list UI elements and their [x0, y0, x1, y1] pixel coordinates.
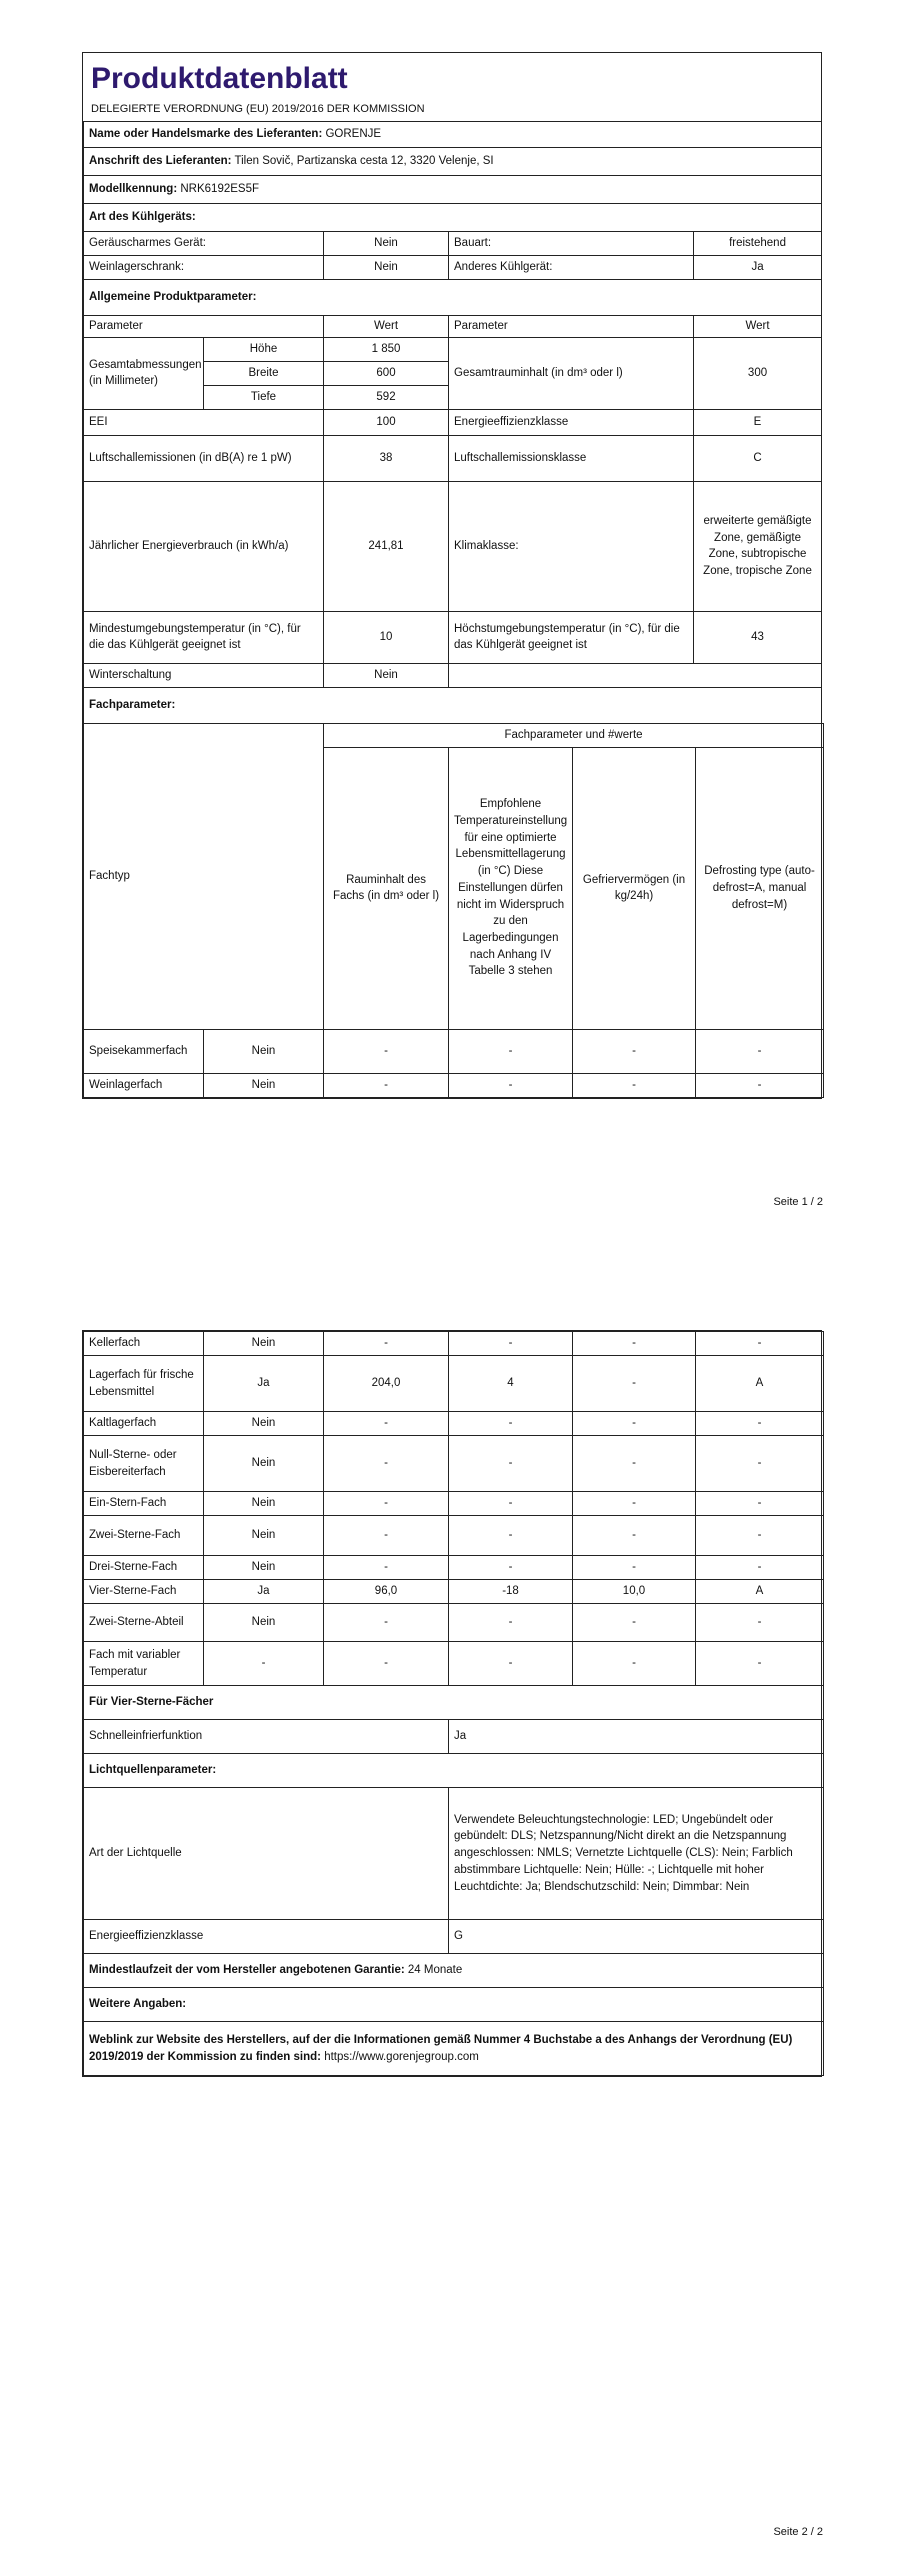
compartment-volume: - — [324, 1516, 449, 1556]
value-header: Wert — [324, 316, 449, 338]
compartment-temp: - — [449, 1332, 573, 1356]
compartment-temp: - — [449, 1516, 573, 1556]
compartment-defrost: - — [696, 1332, 824, 1356]
general-table — [83, 121, 822, 724]
light-type-label: Art der Lichtquelle — [84, 1788, 449, 1920]
compartment-freeze: - — [573, 1029, 696, 1073]
compartment-temp: 4 — [449, 1356, 573, 1412]
page-title: Produktdatenblatt — [91, 62, 348, 95]
dimensions-label: Gesamtabmessungen (in Millimeter) — [84, 337, 204, 409]
compartment-name: Fach mit variabler Temperatur — [84, 1642, 204, 1686]
compartment-present: Nein — [204, 1332, 324, 1356]
max-temp-value: 43 — [694, 611, 822, 663]
compartment-present: Ja — [204, 1356, 324, 1412]
compartment-volume: - — [324, 1332, 449, 1356]
datasheet-frame-2 — [82, 1330, 822, 2077]
wine-value: Nein — [324, 256, 449, 280]
page-2 — [0, 1330, 905, 2560]
compartment-defrost: - — [696, 1642, 824, 1686]
compartment-freeze: - — [573, 1436, 696, 1492]
compartment-name: Kaltlagerfach — [84, 1412, 204, 1436]
depth-label: Tiefe — [204, 385, 324, 409]
noise-class-label: Luftschallemissionsklasse — [449, 435, 694, 481]
compartment-params-heading: Fachparameter: — [84, 687, 822, 723]
compartment-row — [84, 1492, 824, 1516]
compartment-present: Nein — [204, 1556, 324, 1580]
min-temp-label: Mindestumgebungstemperatur (in °C), für die das Kühlgerät geeignet ist — [84, 611, 324, 663]
page-1 — [0, 0, 905, 1250]
compartment-defrost: A — [696, 1356, 824, 1412]
compartment-row — [84, 1604, 824, 1642]
compartment-name: Drei-Sterne-Fach — [84, 1556, 204, 1580]
light-class-value: G — [449, 1920, 824, 1954]
annual-energy-value: 241,81 — [324, 481, 449, 611]
noise-class-value: C — [694, 435, 822, 481]
weblink-row: Weblink zur Website des Herstellers, auf der die Informationen gemäß Nummer 4 Buchstabe a des Anhangs der Verordnung (EU) 2019/2019 der Kommission zu finden sind: https://www.gorenjegroup.com — [84, 2022, 824, 2076]
annual-energy-label: Jährlicher Energieverbrauch (in kWh/a) — [84, 481, 324, 611]
compartment-defrost: - — [696, 1604, 824, 1642]
compartment-volume: - — [324, 1604, 449, 1642]
compartment-name: Ein-Stern-Fach — [84, 1492, 204, 1516]
energy-class-value: E — [694, 409, 822, 435]
compartment-volume: - — [324, 1556, 449, 1580]
compartment-temp: - — [449, 1412, 573, 1436]
further-info-heading: Weitere Angaben: — [84, 1988, 824, 2022]
compartment-temp: -18 — [449, 1580, 573, 1604]
compartment-table-2 — [83, 1331, 824, 1686]
min-temp-value: 10 — [324, 611, 449, 663]
light-type-value: Verwendete Beleuchtungstechnologie: LED; Ungebündelt oder gebündelt: DLS; Netzspannung/Nicht direkt an die Netzspannung angeschlossen: NMLS; Vernetzte Lichtquelle (CLS): Nein; Farblich abstimmbare Lichtquelle: Nein; Hülle: -; Lichtquelle mit hoher Leuchtdichte: Ja; Blendschutzschild: Nein; Dimmbar: Nein — [449, 1788, 824, 1920]
compartment-present: Nein — [204, 1412, 324, 1436]
max-temp-label: Höchstumgebungstemperatur (in °C), für die das Kühlgerät geeignet ist — [449, 611, 694, 663]
compartment-name: Null-Sterne- oder Eisbereiterfach — [84, 1436, 204, 1492]
compartment-name: Speisekammerfach — [84, 1029, 204, 1073]
light-params-heading: Lichtquellenparameter: — [84, 1754, 824, 1788]
noise-value: 38 — [324, 435, 449, 481]
height-value: 1 850 — [324, 337, 449, 361]
compartment-present: Nein — [204, 1492, 324, 1516]
compartment-volume: - — [324, 1412, 449, 1436]
low-noise-value: Nein — [324, 232, 449, 256]
height-label: Höhe — [204, 337, 324, 361]
eei-label: EEI — [84, 409, 324, 435]
fast-freeze-value: Ja — [449, 1720, 824, 1754]
other-label: Anderes Kühlgerät: — [449, 256, 694, 280]
compartment-defrost: - — [696, 1412, 824, 1436]
warranty-row: Mindestlaufzeit der vom Hersteller angebotenen Garantie: 24 Monate — [84, 1954, 824, 1988]
weblink[interactable]: https://www.gorenjegroup.com — [324, 2050, 479, 2063]
supplier-address-row: Anschrift des Lieferanten: Tilen Sovič, Partizanska cesta 12, 3320 Velenje, SI — [84, 148, 822, 176]
compartment-freeze: - — [573, 1412, 696, 1436]
compartment-defrost: - — [696, 1492, 824, 1516]
low-noise-label: Geräuscharmes Gerät: — [84, 232, 324, 256]
value-header-2: Wert — [694, 316, 822, 338]
design-label: Bauart: — [449, 232, 694, 256]
compartment-row — [84, 1029, 824, 1073]
model-row: Modellkennung: NRK6192ES5F — [84, 176, 822, 204]
compartment-row — [84, 1436, 824, 1492]
compartment-row — [84, 1516, 824, 1556]
compartment-temp: - — [449, 1436, 573, 1492]
design-value: freistehend — [694, 232, 822, 256]
depth-value: 592 — [324, 385, 449, 409]
additional-table — [83, 1685, 824, 2076]
compartment-volume: 204,0 — [324, 1356, 449, 1412]
volume-value: 300 — [694, 337, 822, 409]
compartment-defrost: - — [696, 1436, 824, 1492]
compartment-freeze: - — [573, 1492, 696, 1516]
compartment-name: Vier-Sterne-Fach — [84, 1580, 204, 1604]
compartment-freeze: - — [573, 1332, 696, 1356]
climate-value: erweiterte gemäßigte Zone, gemäßigte Zone, subtropische Zone, tropische Zone — [694, 481, 822, 611]
compartment-name: Zwei-Sterne-Abteil — [84, 1604, 204, 1642]
compartment-freeze: - — [573, 1604, 696, 1642]
appliance-type-heading: Art des Kühlgeräts: — [84, 204, 822, 232]
regulation-subtitle: DELEGIERTE VERORDNUNG (EU) 2019/2016 DER KOMMISSION — [91, 103, 425, 115]
page-number-2: Seite 2 / 2 — [773, 2526, 823, 2538]
compartment-name: Lagerfach für frische Lebensmittel — [84, 1356, 204, 1412]
compartment-values-label: Fachparameter und #werte — [324, 723, 824, 747]
col-volume-header: Rauminhalt des Fachs (in dm³ oder l) — [324, 747, 449, 1029]
param-header: Parameter — [84, 316, 324, 338]
winter-empty — [449, 663, 822, 687]
compartment-volume: 96,0 — [324, 1580, 449, 1604]
compartment-temp: - — [449, 1604, 573, 1642]
noise-label: Luftschallemissionen (in dB(A) re 1 pW) — [84, 435, 324, 481]
compartment-name: Kellerfach — [84, 1332, 204, 1356]
compartment-freeze: - — [573, 1556, 696, 1580]
compartment-volume: - — [324, 1436, 449, 1492]
compartment-present: Nein — [204, 1073, 324, 1097]
compartment-name: Zwei-Sterne-Fach — [84, 1516, 204, 1556]
compartment-present: Nein — [204, 1604, 324, 1642]
fast-freeze-label: Schnelleinfrierfunktion — [84, 1720, 449, 1754]
compartment-row — [84, 1073, 824, 1097]
compartment-volume: - — [324, 1492, 449, 1516]
winter-value: Nein — [324, 663, 449, 687]
compartment-present: - — [204, 1642, 324, 1686]
compartment-freeze: 10,0 — [573, 1580, 696, 1604]
volume-label: Gesamtrauminhalt (in dm³ oder l) — [449, 337, 694, 409]
compartment-defrost: - — [696, 1516, 824, 1556]
compartment-row — [84, 1580, 824, 1604]
four-star-heading: Für Vier-Sterne-Fächer — [84, 1686, 824, 1720]
compartment-present: Nein — [204, 1436, 324, 1492]
other-value: Ja — [694, 256, 822, 280]
col-freeze-header: Gefriervermögen (in kg/24h) — [573, 747, 696, 1029]
compartment-row — [84, 1412, 824, 1436]
compartment-volume: - — [324, 1029, 449, 1073]
general-params-heading: Allgemeine Produktparameter: — [84, 280, 822, 316]
col-temp-header: Empfohlene Temperatureinstellung für eine optimierte Lebensmittellagerung (in °C) Diese Einstellungen dürfen nicht im Widerspruch zu den Lagerbedingungen nach Anhang IV Tabelle 3 stehen — [449, 747, 573, 1029]
compartment-temp: - — [449, 1492, 573, 1516]
col-defrost-header: Defrosting type (auto-defrost=A, manual defrost=M) — [696, 747, 824, 1029]
datasheet-frame-1 — [82, 52, 822, 1099]
compartment-table-1 — [83, 723, 824, 1098]
light-class-label: Energieeffizienzklasse — [84, 1920, 449, 1954]
compartment-temp: - — [449, 1073, 573, 1097]
compartment-defrost: A — [696, 1580, 824, 1604]
compartment-defrost: - — [696, 1556, 824, 1580]
compartment-type-label: Fachtyp — [84, 723, 324, 1029]
energy-class-label: Energieeffizienzklasse — [449, 409, 694, 435]
compartment-row — [84, 1642, 824, 1686]
compartment-row — [84, 1332, 824, 1356]
compartment-present: Nein — [204, 1029, 324, 1073]
compartment-present: Nein — [204, 1516, 324, 1556]
compartment-freeze: - — [573, 1642, 696, 1686]
wine-label: Weinlagerschrank: — [84, 256, 324, 280]
compartment-temp: - — [449, 1556, 573, 1580]
compartment-defrost: - — [696, 1029, 824, 1073]
compartment-name: Weinlagerfach — [84, 1073, 204, 1097]
winter-label: Winterschaltung — [84, 663, 324, 687]
compartment-freeze: - — [573, 1073, 696, 1097]
width-value: 600 — [324, 361, 449, 385]
compartment-temp: - — [449, 1029, 573, 1073]
compartment-row — [84, 1556, 824, 1580]
param-header-2: Parameter — [449, 316, 694, 338]
compartment-present: Ja — [204, 1580, 324, 1604]
compartment-defrost: - — [696, 1073, 824, 1097]
supplier-name-row: Name oder Handelsmarke des Lieferanten: GORENJE — [84, 122, 822, 148]
page-number: Seite 1 / 2 — [773, 1196, 823, 1208]
compartment-temp: - — [449, 1642, 573, 1686]
width-label: Breite — [204, 361, 324, 385]
eei-value: 100 — [324, 409, 449, 435]
compartment-volume: - — [324, 1073, 449, 1097]
compartment-freeze: - — [573, 1516, 696, 1556]
compartment-volume: - — [324, 1642, 449, 1686]
compartment-row — [84, 1356, 824, 1412]
climate-label: Klimaklasse: — [449, 481, 694, 611]
compartment-freeze: - — [573, 1356, 696, 1412]
